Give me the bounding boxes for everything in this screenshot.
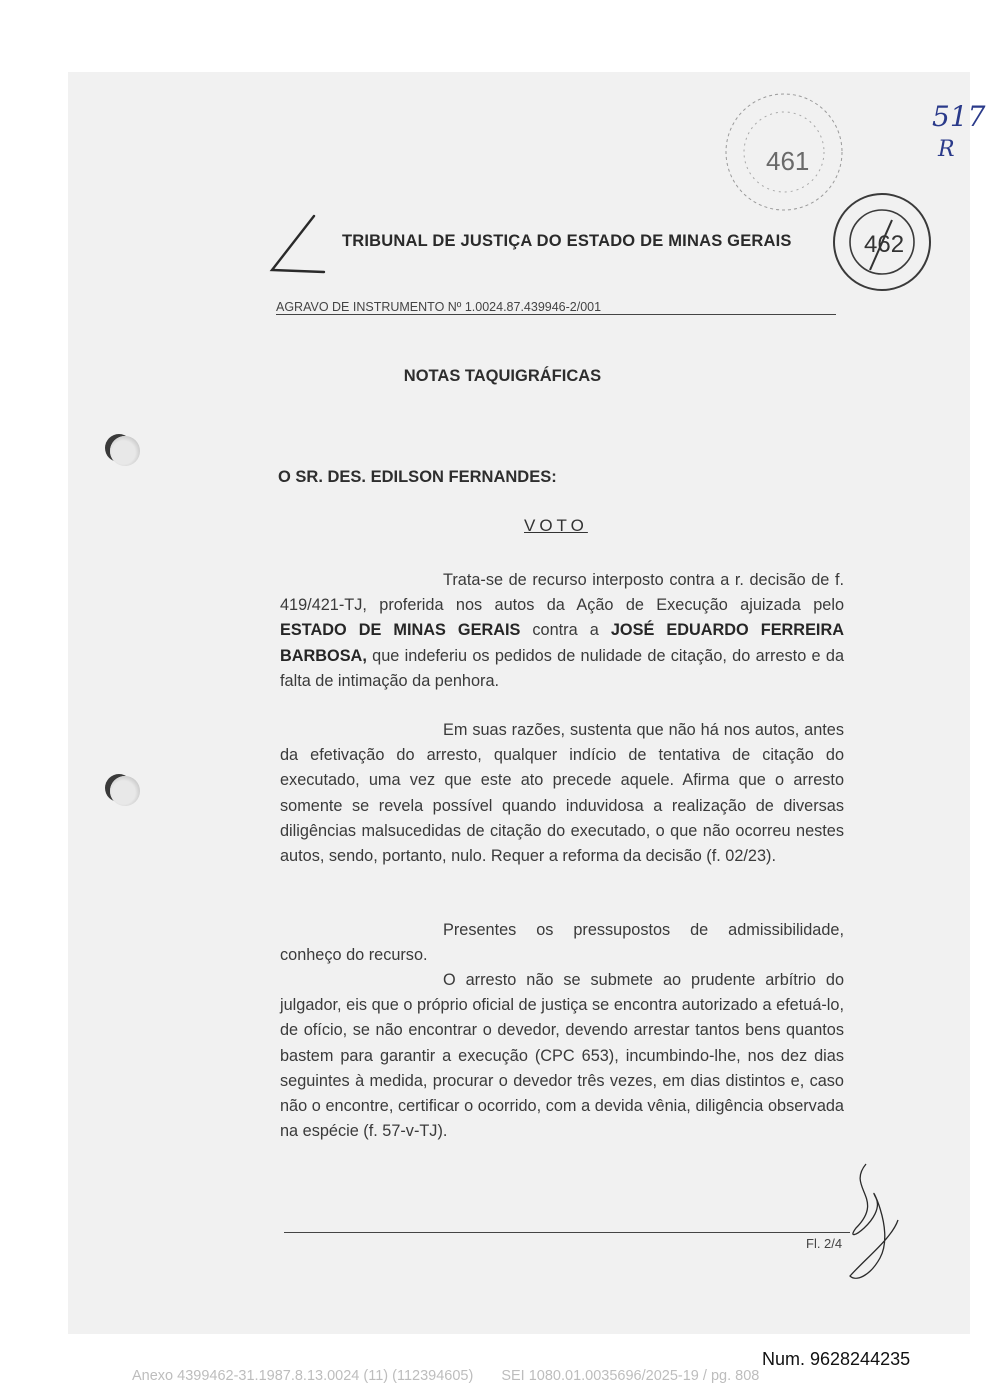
p4-text: O arresto não se submete ao prudente arbítrio do julgador, eis que o próprio oficial de justiça se encontra autorizado a efetuá-lo, de ofício, se não encontrar o devedor, devendo arrestar tantos bens quantos bastem para garantir a execução (CPC 653), incumbindo-lhe, nos dez dias seguintes à medida, procurar o devedor três vezes, em dias distintos e, caso não o encontre, certificar o ocorrido, com a devida vênia, diligência observada na espécie (f. 57-v-TJ). xyxy=(280,971,844,1141)
handwritten-mark-text: R xyxy=(938,137,955,162)
signature-mark xyxy=(836,1158,906,1288)
footer-right: SEI 1080.01.0035696/2025-19 / pg. 808 xyxy=(501,1368,760,1384)
paragraph-3 xyxy=(280,918,844,968)
handwritten-page-text: 517 xyxy=(932,100,986,133)
footer-annex xyxy=(132,1368,759,1384)
p1-defendant: JOSÉ EDUARDO FERREIRA BARBOSA, xyxy=(280,621,844,665)
header-rule xyxy=(276,314,836,315)
case-number: AGRAVO DE INSTRUMENTO Nº 1.0024.87.439946-2/001 xyxy=(276,300,602,314)
document-num: Num. 9628244235 xyxy=(762,1349,911,1369)
handwritten-page-number xyxy=(928,92,988,162)
court-title: TRIBUNAL DE JUSTIÇA DO ESTADO DE MINAS GERAIS xyxy=(342,232,792,250)
punch-hole-bottom xyxy=(110,776,140,806)
p3-text: Presentes os pressupostos de admissibilidade, conheço do recurso. xyxy=(280,921,844,965)
speaker-name: O SR. DES. EDILSON FERNANDES: xyxy=(278,468,557,486)
court-logo-mark xyxy=(262,212,332,278)
punch-hole-top xyxy=(110,436,140,466)
paragraph-1 xyxy=(280,568,844,694)
p1-text-c: contra a xyxy=(520,621,611,640)
folio-number: Fl. 2/4 xyxy=(806,1236,843,1251)
footer-left: Anexo 4399462-31.1987.8.13.0024 (11) (112394605) xyxy=(132,1368,474,1384)
voto-heading: VOTO xyxy=(524,516,588,535)
p1-text-e: que indeferiu os pedidos de nulidade de citação, do arresto e da falta de intimação da penhora. xyxy=(280,646,844,690)
footer-rule xyxy=(284,1232,850,1233)
p1-text-a: Trata-se de recurso interposto contra a r. decisão de f. 419/421-TJ, proferida nos autos da Ação de Execução ajuizada pelo xyxy=(280,571,844,615)
side-seal-number: 462 xyxy=(864,231,905,258)
side-seal-stamp xyxy=(830,190,940,300)
document-heading: NOTAS TAQUIGRÁFICAS xyxy=(403,367,602,385)
p1-plaintiff: ESTADO DE MINAS GERAIS xyxy=(280,621,521,640)
p2-text: Em suas razões, sustenta que não há nos autos, antes da efetivação do arresto, qualquer indício de tentativa de citação do executado, uma vez que este ato precede aquele. Afirma que o arresto somente se revela possível quando induvidosa a realização de diversas diligências malsucedidas de citação do executado, o que não ocorreu nestes autos, sendo, portanto, nulo. Requer a reforma da decisão (f. 02/23). xyxy=(280,721,844,866)
top-seal-number: 461 xyxy=(766,146,810,176)
paragraph-2 xyxy=(280,718,844,869)
paragraph-4 xyxy=(280,968,844,1144)
